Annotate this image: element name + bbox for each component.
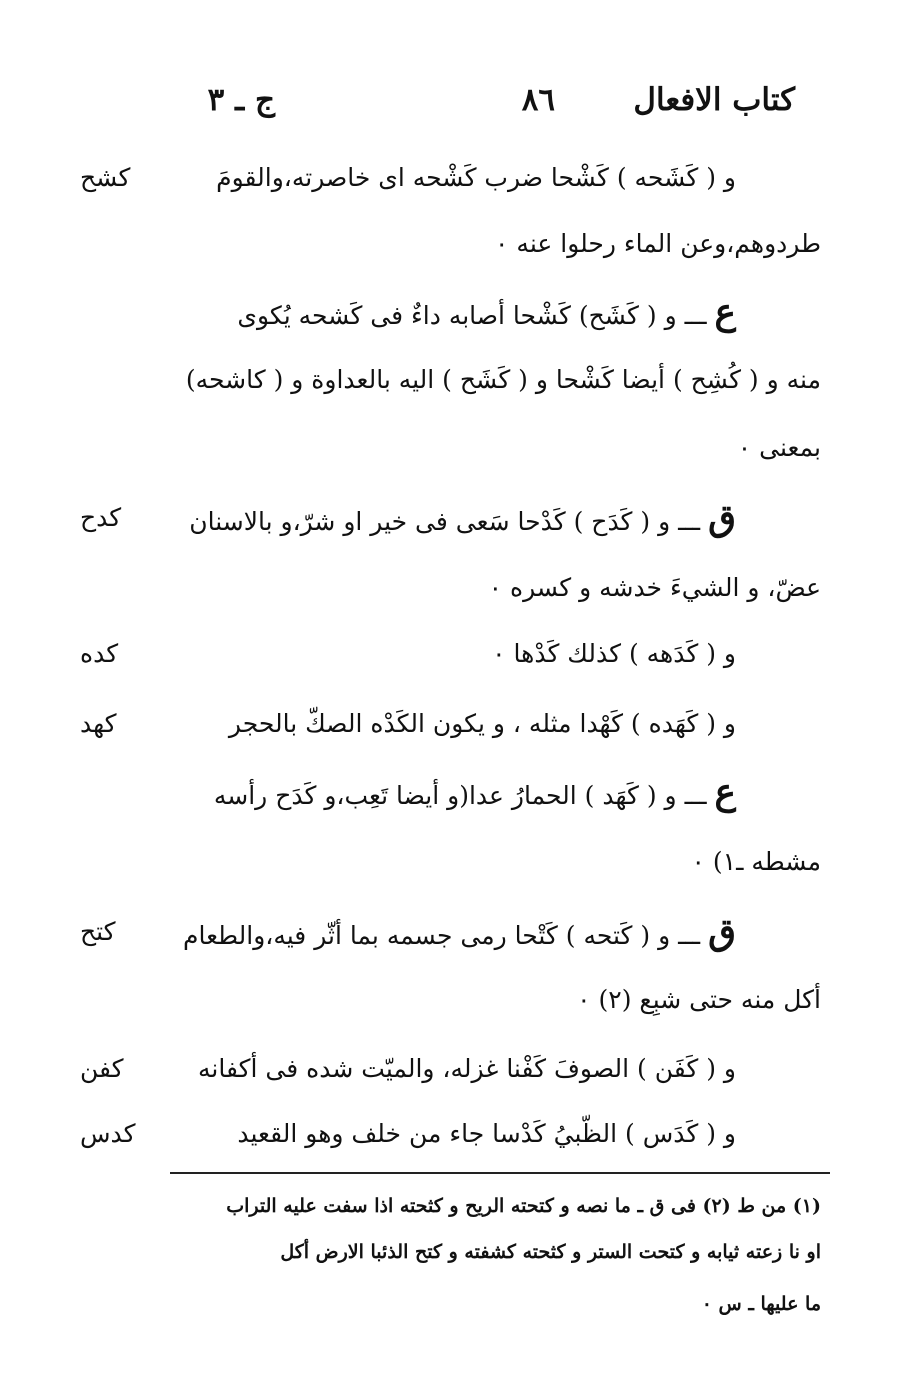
margin-headword: كدس [80, 1119, 136, 1148]
footnote-line: او نا زعته ثيابه و كتحت الستر و كثحته كشفته و كتح الذئبا الارض أكل [280, 1241, 821, 1263]
text-line: و ( كَدَس ) الظّبيُ كَدْسا جاء من خلف وهو القعيد [237, 1119, 736, 1148]
section-letter-qaf: ق [708, 911, 736, 953]
margin-headword: كهد [80, 709, 117, 738]
margin-headword: كتح [80, 917, 116, 946]
text-line: طردوهم،وعن الماء رحلوا عنه ٠ [495, 229, 821, 258]
text-line: ق ـــ و ( كَدَح ) كَدْحا سَعى فى خير او شرّ،و بالاسنان [189, 497, 736, 539]
margin-headword: كده [80, 639, 119, 668]
book-title: كتاب الافعال [633, 82, 795, 118]
text-line: منه و ( كُشِح ) أيضا كَشْحا و ( كَشَح ) اليه بالعداوة و ( كاشحه) [185, 365, 821, 394]
margin-headword: كفن [80, 1054, 124, 1083]
footnote-line: (١) من ط (٢) فى ق ـ ما نصه و كتحته الريح و كثحته اذا سفت عليه التراب [226, 1195, 821, 1217]
section-letter-qaf: ق [708, 497, 736, 539]
page-number: ٨٦ [521, 82, 555, 118]
margin-headword: كشح [80, 163, 131, 192]
section-letter-ain: ع [714, 291, 736, 333]
text-line: بمعنى ٠ [737, 433, 821, 462]
text-line: مشطه ـ١) ٠ [691, 847, 821, 876]
text-line: ق ـــ و ( كَتحه ) كَتْحا رمى جسمه بما أثّر فيه،والطعام [182, 911, 736, 953]
text-line: و ( كَهَده ) كَهْدا مثله ، و يكون الكَدْه الصكّ بالحجر [228, 709, 736, 738]
footnote-line: ما عليها ـ س ٠ [701, 1293, 821, 1315]
text-line: ع ـــ و ( كَهَد ) الحمارُ عدا(و أيضا تَعِب،و كَدَح رأسه [213, 771, 736, 813]
text-line: ع ـــ و ( كَشَح) كَشْحا أصابه داءٌ فى كَشحه يُكوى [237, 291, 736, 333]
margin-headword: كدح [80, 503, 122, 532]
volume-label: ج ـ ٣ [207, 82, 275, 118]
footnote-rule [170, 1172, 830, 1174]
text-line: و ( كَفَن ) الصوفَ كَفْنا غزله، والميّت شده فى أكفانه [198, 1054, 736, 1083]
text-line: و ( كَشَحه ) كَشْحا ضرب كَشْحه اى خاصرته،والقومَ [216, 163, 736, 192]
text-line: و ( كَدَهه ) كذلك كَدْها ٠ [492, 639, 736, 668]
page-header [180, 82, 795, 132]
text-line: عضّ، و الشيءَ خدشه و كسره ٠ [488, 573, 821, 602]
section-letter-ain: ع [714, 771, 736, 813]
text-line: أكل منه حتى شبِع (٢) ٠ [577, 985, 821, 1014]
